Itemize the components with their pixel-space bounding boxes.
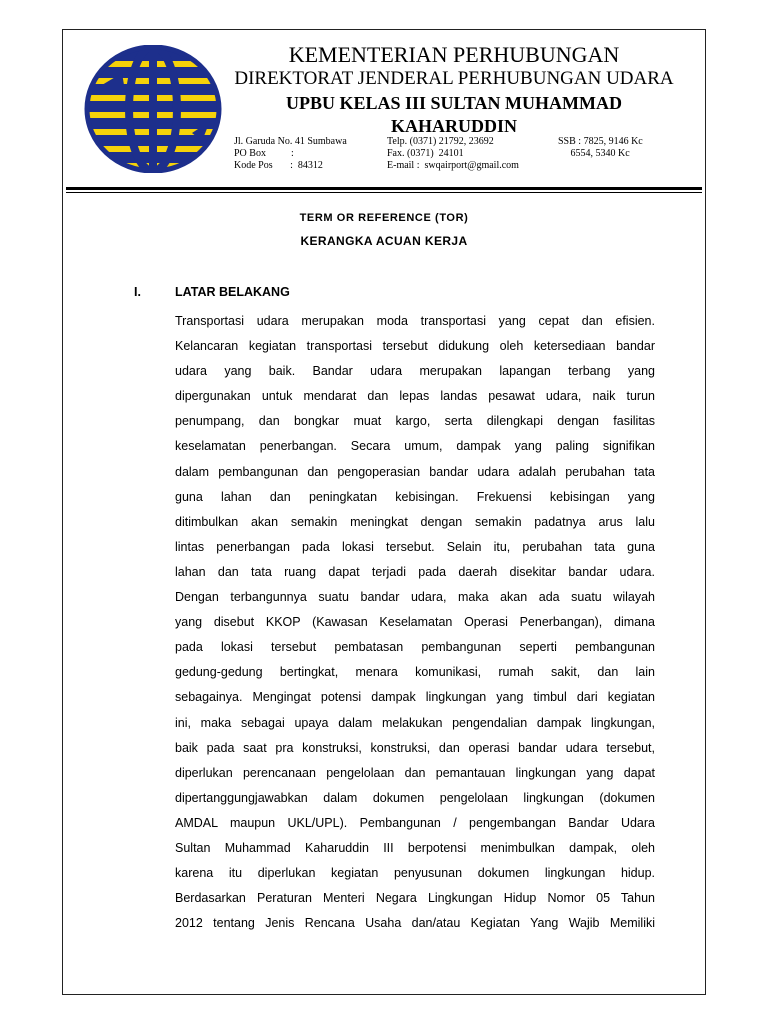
section-title: LATAR BELAKANG: [175, 285, 290, 299]
body-line: karena itu diperlukan kegiatan penyusunan dokumen lingkungan hidup.: [175, 866, 655, 881]
directorate-name: DIREKTORAT JENDERAL PERHUBUNGAN UDARA: [234, 68, 674, 89]
body-line: Transportasi udara merupakan moda transportasi yang cepat dan efisien.: [175, 314, 655, 328]
document-title: TERM OR REFERENCE (TOR): [299, 212, 469, 224]
body-line: gedung-gedung bertingkat, menara komunikasi, rumah sakit, dan lain: [175, 665, 655, 680]
section-body: [175, 309, 655, 936]
ssb-block: SSB : 7825, 9146 Kc 6554, 5340 Kc: [558, 136, 643, 159]
section-number: I.: [134, 285, 141, 299]
body-line: pada lokasi tersebut pembatasan pembangunan seperti pembangunan: [175, 640, 655, 655]
contact-block: Telp. (0371) 21792, 23692 Fax. (0371) 24101 E-mail : swqairport@gmail.com: [387, 136, 519, 171]
body-line: dipertanggungjawabkan dalam dokumen pengelolaan lingkungan (dokumen: [175, 790, 655, 805]
body-line: ini, maka sebagai upaya dalam melakukan pengendalian dampak lingkungan,: [175, 715, 655, 730]
body-line: penumpang, dan bongkar muat kargo, serta dilengkapi dengan fasilitas: [175, 414, 655, 429]
body-line: Kelancaran kegiatan transportasi tersebut didukung oleh ketersediaan bandar: [175, 339, 655, 354]
body-line: baik pada saat pra konstruksi, konstruksi, dan operasi bandar udara tersebut,: [175, 740, 655, 755]
body-line: Dengan terbangunnya suatu bandar udara, maka akan ada suatu wilayah: [175, 590, 655, 605]
ministry-logo-icon: [84, 45, 222, 173]
body-line: dalam pembangunan dan pengoperasian bandar udara adalah perubahan tata: [175, 464, 655, 479]
body-line: Berdasarkan Peraturan Menteri Negara Lingkungan Hidup Nomor 05 Tahun: [175, 891, 655, 906]
header-divider-thin: [66, 192, 702, 193]
body-line: lintas penerbangan pada lokasi tersebut. Selain itu, perubahan tata guna: [175, 539, 655, 554]
body-line: 2012 tentang Jenis Rencana Usaha dan/atau Kegiatan Yang Wajib Memiliki: [175, 916, 655, 931]
body-line: lahan dan tata ruang dapat terjadi pada daerah disekitar bandar udara.: [175, 564, 655, 579]
document-subtitle: KERANGKA ACUAN KERJA: [300, 234, 468, 248]
body-line: keselamatan penerbangan. Secara umum, dampak yang paling signifikan: [175, 439, 655, 454]
body-line: ditimbulkan akan semakin meningkat dengan semakin padatnya arus lalu: [175, 514, 655, 529]
body-line: dipergunakan untuk mendarat dan lepas landas pesawat udara, naik turun: [175, 389, 655, 404]
body-line: diperlukan perencanaan pengelolaan dan pemantauan lingkungan yang dapat: [175, 765, 655, 780]
body-line: yang disebut KKOP (Kawasan Keselamatan Operasi Penerbangan), dimana: [175, 615, 655, 630]
address-block: Jl. Garuda No. 41 Sumbawa PO Box : Kode Pos : 84312: [234, 136, 347, 171]
ministry-name: KEMENTERIAN PERHUBUNGAN: [288, 42, 620, 67]
unit-name: UPBU KELAS III SULTAN MUHAMMAD KAHARUDDIN: [285, 93, 623, 136]
body-line: udara yang baik. Bandar udara merupakan lapangan terbang yang: [175, 364, 655, 379]
header-divider-thick: [66, 187, 702, 190]
body-line: guna lahan dan peningkatan kebisingan. Frekuensi kebisingan yang: [175, 489, 655, 504]
body-line: AMDAL maupun UKL/UPL). Pembangunan / pengembangan Bandar Udara: [175, 815, 655, 830]
body-line: Sultan Muhammad Kaharuddin III berpotensi menimbulkan dampak, oleh: [175, 840, 655, 855]
body-line: sebagainya. Mengingat potensi dampak lingkungan yang timbul dari kegiatan: [175, 690, 655, 705]
